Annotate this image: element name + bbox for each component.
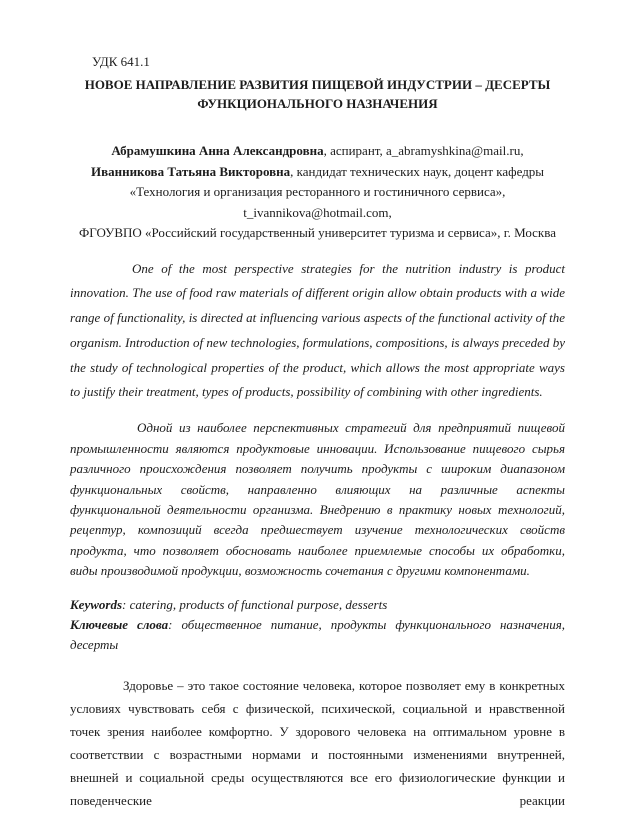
author-line-1	[70, 141, 565, 162]
authors-block	[70, 141, 565, 244]
keywords-label-russian: Ключевые слова	[70, 616, 169, 632]
paper-title	[70, 75, 565, 113]
author-name-2: Иванникова Татьяна Викторовна	[90, 163, 291, 179]
author-line-2	[70, 162, 565, 183]
author-line-4	[70, 203, 565, 224]
author-line-3	[70, 182, 565, 203]
keywords-label-english: Keywords	[70, 596, 122, 612]
keywords-text-russian: : общественное питание, продукты функционального назначения, десерты	[70, 616, 565, 653]
abstract-russian: Одной из наиболее перспективных стратегий для предприятий пищевой промышленности являются продуктовые инновации. Использование пищевого сырья различного происхождения позволяет получить продукты с широким диапазоном функциональных свойств, направленно влияющих на различные аспекты функциональной деятельности организма. Внедрению в практику новых технологий, рецептур, композиций всегда предшествует изучение технологических свойств продукта, что позволяет обосновать наиболее приемлемые способы их обработки, виды производимой продукции, возможность сочетания с другими компонентами.	[70, 420, 565, 579]
paper-title-line1: НОВОЕ НАПРАВЛЕНИЕ РАЗВИТИЯ ПИЩЕВОЙ ИНДУСТРИИ – ДЕСЕРТЫ	[84, 77, 551, 92]
keywords-line-russian	[70, 615, 565, 656]
keywords-text-english: : catering, products of functional purpose, desserts	[122, 596, 388, 612]
paper-title-line2: ФУНКЦИОНАЛЬНОГО НАЗНАЧЕНИЯ	[197, 96, 438, 111]
affiliation: ФГОУВПО «Российский государственный университет туризма и сервиса», г. Москва	[79, 225, 556, 240]
author-line-5	[70, 223, 565, 244]
abstract-english: One of the most perspective strategies for the nutrition industry is product innovation. The use of food raw materials of different origin allow obtain products with a wide range of functionality, is directed at influencing various aspects of the functional activity of the organism. Introduction of new technologies, formulations, compositions, is always preceded by the study of technological properties of the product, which allows the most appropriate ways to justify their treatment, types of products, possibility of combining with other ingredients.	[70, 260, 565, 400]
author-info-1: , аспирант, a_abramyshkina@mail.ru,	[323, 143, 524, 158]
author-name-1: Абрамушкина Анна Александровна	[111, 143, 324, 158]
keywords-block	[70, 595, 565, 656]
body-paragraph: Здоровье – это такое состояние человека, которое позволяет ему в конкретных условиях чувствовать себя с физической, психической, социальной и нравственной точек зрения наиболее комфортно. У здорового человека на оптимальном уровне в соответствии с возрастными нормами и постоянными изменениями внутренней, внешней и социальной среды осуществляются все его физиологические функции и поведенческие реакции	[70, 677, 565, 808]
author-info-2: , кандидат технических наук, доцент кафедры	[290, 163, 545, 179]
udc-code: УДК 641.1	[92, 54, 150, 69]
keywords-line-english	[70, 595, 565, 615]
department-name: «Технология и организация ресторанного и гостиничного сервиса»,	[129, 184, 506, 199]
author-email: t_ivannikova@hotmail.com,	[243, 204, 392, 220]
